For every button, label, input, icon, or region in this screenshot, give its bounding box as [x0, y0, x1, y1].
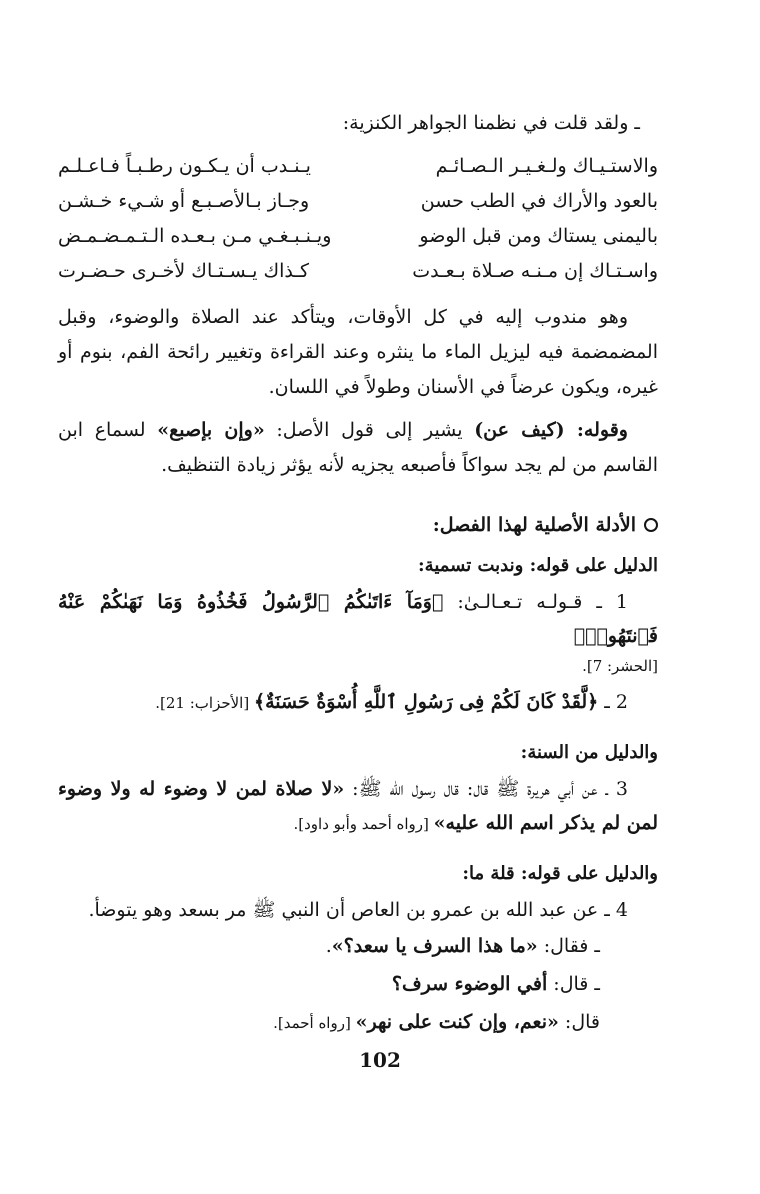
page-number: 102 — [359, 1048, 401, 1072]
item-text: عن عبد الله بن عمرو بن العاص أن النبي ﷺ مر بسعد وهو يتوضأ. — [88, 899, 599, 921]
dialog-suffix: . — [325, 935, 332, 957]
commentary-rest: لسماع ابن القاسم من لم يجد سواكاً فأصبعه يجزيه لأنه يؤثر زيادة التنظيف. — [58, 419, 658, 476]
evidence-item-4 — [58, 893, 658, 927]
evidence-item-3 — [58, 772, 658, 841]
item-number: 3 ـ — [597, 778, 628, 800]
poem-hemistich-left: كـذاك يـسـتـاك لأخـرى حـضـرت — [58, 259, 309, 282]
evidence-item-1 — [58, 585, 658, 653]
subheading-quantity: والدليل على قوله: قلة ما: — [462, 863, 658, 884]
dialog-quote: «نعم، وإن كنت على نهر» — [355, 1011, 559, 1033]
paragraph-explanation: وهو مندوب إليه في كل الأوقات، ويتأكد عند الصلاة والوضوء، وقبل المضمضمة فيه ليزيل الماء ما ينثره وعند القراءة وتغيير رائحة الفم، بنوم أو غيره، ويكون عرضاً في الأسنان وطولاً في اللسان. — [58, 306, 658, 398]
item-number: 2 ـ — [598, 691, 628, 713]
poem-hemistich-left: يـنـدب أن يـكـون رطـبـاً فـاعـلـم — [58, 154, 311, 177]
dialog-quote: أفي الوضوء سرف؟ — [391, 973, 548, 995]
item-number: 4 ـ — [598, 899, 628, 921]
verse-reference: [الأحزاب: 21]. — [155, 694, 254, 712]
dialog-prefix: قال: — [558, 1011, 600, 1033]
dialog-reference: [رواه أحمد]. — [273, 1014, 356, 1032]
commentary-lead: وقوله: — [564, 419, 628, 441]
quran-verse: ﴿وَمَآ ءَاتَىٰكُمُ ٱلرَّسُولُ فَخُذُوهُ وَمَا نَهَىٰكُمْ عَنْهُ فَٱنتَهُوا۟﴾ — [58, 591, 658, 647]
dialog-quote: «ما هذا السرف يا سعد؟» — [331, 935, 538, 957]
dialog-line — [58, 965, 600, 1003]
dialog-line — [58, 927, 600, 965]
hadith-quote: «لا صلاة لمن لا وضوء له ولا وضوء لمن لم يذكر اسم الله عليه» — [58, 778, 658, 834]
poem-verse — [58, 148, 658, 183]
subheading-basmala: الدليل على قوله: وندبت تسمية: — [418, 555, 658, 576]
commentary-mid: يشير إلى قول الأصل: — [264, 419, 475, 441]
verse-reference: [الحشر: 7]. — [582, 657, 658, 675]
commentary-quote: «وإن بإصبع» — [157, 419, 265, 441]
poem-hemistich-right: بالعود والأراك في الطب حسن — [420, 189, 658, 212]
commentary-term: (كيف عن) — [474, 419, 565, 441]
poem-hemistich-right: باليمنى يستاك ومن قبل الوضو — [419, 224, 658, 247]
subheading-sunnah: والدليل من السنة: — [520, 742, 658, 763]
poem-verse — [58, 253, 658, 288]
item-text: قـولـه تـعـالـىٰ: — [443, 591, 583, 613]
dialog-prefix: ـ قال: — [547, 973, 600, 995]
item-text: عن أبي هريرة ﷺ قال: قال رسول الله ﷺ: — [344, 778, 598, 800]
section-title — [58, 509, 658, 541]
poem-hemistich-left: ويـنـبـغـي مـن بـعـده الـتـمـضـمـض — [58, 224, 332, 247]
item-number: 1 ـ — [582, 591, 628, 613]
circle-bullet-icon — [644, 518, 658, 532]
poem — [58, 148, 658, 288]
poem-hemistich-left: وجـاز بـالأصـبـع أو شـيء خـشـن — [58, 189, 310, 212]
intro-line: ـ ولقد قلت في نظمنا الجواهر الكنزية: — [342, 112, 640, 134]
hadith-reference: [رواه أحمد وأبو داود]. — [293, 815, 434, 833]
dialog-prefix: ـ فقال: — [537, 935, 600, 957]
section-title-text: الأدلة الأصلية لهذا الفصل: — [432, 514, 636, 536]
poem-verse — [58, 183, 658, 218]
quran-verse: ﴿لَّقَدْ كَانَ لَكُمْ فِى رَسُولِ ٱللَّهِ أُسْوَةٌ حَسَنَةٌ﴾ — [253, 691, 599, 713]
evidence-item-2 — [58, 685, 658, 720]
poem-hemistich-right: والاستـيـاك ولـغـيـر الـصـائـم — [435, 154, 658, 177]
page-content — [58, 108, 658, 1042]
poem-hemistich-right: واسـتـاك إن مـنـه صـلاة بـعـدت — [412, 259, 658, 282]
paragraph-commentary — [58, 413, 658, 483]
poem-verse — [58, 218, 658, 253]
dialog-line — [58, 1003, 600, 1042]
